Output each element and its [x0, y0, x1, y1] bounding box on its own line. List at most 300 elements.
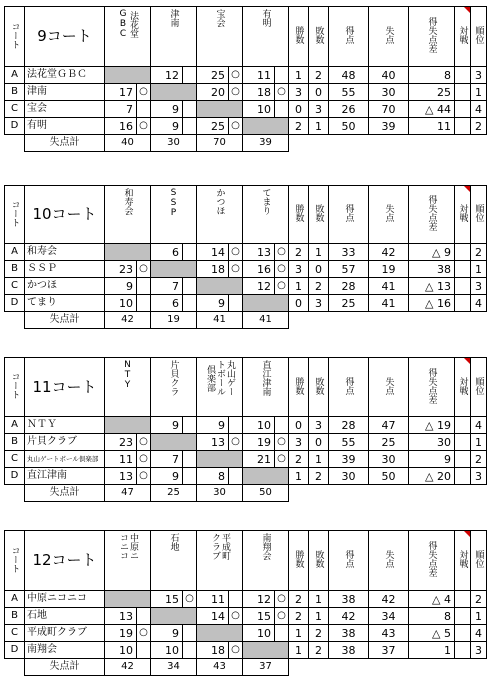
diff-value: △ 5 [409, 625, 455, 642]
scored-value: 48 [329, 67, 369, 84]
match-score: 11 [197, 591, 229, 608]
match-score: 25 [197, 67, 229, 84]
match-score: 12 [243, 278, 275, 295]
court-header: コート [5, 186, 25, 244]
scored-value: 38 [329, 642, 369, 659]
match-score: 9 [151, 417, 183, 434]
team-row [5, 67, 487, 84]
rank-value: 2 [471, 244, 487, 261]
team-name: 石地 [25, 608, 105, 625]
diff-value: △ 20 [409, 468, 455, 485]
win-mark [183, 417, 197, 434]
totals-blank [289, 312, 487, 329]
totals-spacer [5, 485, 25, 502]
total-conceded: 39 [243, 135, 289, 152]
team-letter: B [5, 261, 25, 278]
scored-header: 得点 [329, 531, 369, 591]
rank-header: 順位 [471, 186, 487, 244]
opponent-header: かつほ [197, 186, 243, 244]
win-mark [183, 451, 197, 468]
win-mark [183, 244, 197, 261]
win-mark [275, 101, 289, 118]
team-letter: B [5, 434, 25, 451]
team-name: 片貝クラブ [25, 434, 105, 451]
diff-header: 得失点差 [409, 7, 455, 67]
wins-value: 1 [289, 278, 309, 295]
scored-value: 38 [329, 625, 369, 642]
wins-value: 0 [289, 417, 309, 434]
team-letter: A [5, 244, 25, 261]
diff-value: △ 13 [409, 278, 455, 295]
match-score: 10 [243, 101, 275, 118]
team-row [5, 278, 487, 295]
match-score: 9 [197, 417, 229, 434]
opponent-header: 石地 [151, 531, 197, 591]
total-conceded: 41 [243, 312, 289, 329]
total-conceded: 42 [105, 312, 151, 329]
diff-value: △ 19 [409, 417, 455, 434]
win-mark [183, 101, 197, 118]
self-match-cell [197, 451, 243, 468]
self-match-cell [197, 101, 243, 118]
team-row [5, 417, 487, 434]
team-row [5, 434, 487, 451]
win-mark: ○ [183, 591, 197, 608]
losses-header: 敗数 [309, 358, 329, 417]
totals-label: 失点計 [25, 485, 105, 502]
standings-table [4, 530, 487, 676]
win-mark: ○ [275, 434, 289, 451]
totals-spacer [5, 659, 25, 676]
diff-value: △ 44 [409, 101, 455, 118]
losses-value: 2 [309, 642, 329, 659]
conceded-value: 19 [369, 261, 409, 278]
conceded-header: 失点 [369, 186, 409, 244]
match-score: 20 [197, 84, 229, 101]
win-mark: ○ [229, 244, 243, 261]
totals-blank [289, 659, 487, 676]
win-mark: ○ [137, 261, 151, 278]
team-name: 有明 [25, 118, 105, 135]
match-score: 7 [151, 451, 183, 468]
self-match-cell [197, 625, 243, 642]
win-mark: ○ [275, 244, 289, 261]
scored-value: 33 [329, 244, 369, 261]
win-mark: ○ [137, 625, 151, 642]
opponent-header: てまり [243, 186, 289, 244]
team-row [5, 625, 487, 642]
total-conceded: 43 [197, 659, 243, 676]
match-score: 10 [151, 642, 183, 659]
win-mark: ○ [229, 434, 243, 451]
match-value [455, 608, 471, 625]
diff-value: △ 16 [409, 295, 455, 312]
rank-value: 2 [471, 591, 487, 608]
scored-value: 38 [329, 591, 369, 608]
scored-value: 25 [329, 295, 369, 312]
total-conceded: 70 [197, 135, 243, 152]
match-value [455, 451, 471, 468]
conceded-value: 41 [369, 278, 409, 295]
losses-header: 敗数 [309, 186, 329, 244]
rank-value: 1 [471, 84, 487, 101]
match-score: 12 [151, 67, 183, 84]
losses-header: 敗数 [309, 7, 329, 67]
win-mark: ○ [275, 261, 289, 278]
self-match-cell [197, 278, 243, 295]
diff-value: △ 9 [409, 244, 455, 261]
rank-header: 順位 [471, 358, 487, 417]
scored-value: 26 [329, 101, 369, 118]
losses-value: 3 [309, 295, 329, 312]
match-score: 14 [197, 244, 229, 261]
losses-value: 2 [309, 468, 329, 485]
conceded-header: 失点 [369, 7, 409, 67]
group-table-2 [4, 185, 484, 329]
total-conceded: 19 [151, 312, 197, 329]
scored-value: 55 [329, 434, 369, 451]
wins-value: 1 [289, 67, 309, 84]
wins-value: 1 [289, 625, 309, 642]
team-row [5, 101, 487, 118]
match-header: 対戦 [455, 7, 471, 67]
team-letter: D [5, 642, 25, 659]
losses-header: 敗数 [309, 531, 329, 591]
team-row [5, 295, 487, 312]
match-value [455, 642, 471, 659]
diff-header: 得失点差 [409, 186, 455, 244]
self-match-cell [105, 67, 151, 84]
rank-header: 順位 [471, 531, 487, 591]
wins-header: 勝数 [289, 531, 309, 591]
self-match-cell [243, 118, 289, 135]
win-mark: ○ [275, 84, 289, 101]
opponent-header: 南翔会 [243, 531, 289, 591]
win-mark: ○ [137, 434, 151, 451]
wins-value: 2 [289, 451, 309, 468]
scored-header: 得点 [329, 358, 369, 417]
conceded-value: 50 [369, 468, 409, 485]
team-name: 南翔会 [25, 642, 105, 659]
losses-value: 1 [309, 591, 329, 608]
match-value [455, 118, 471, 135]
wins-value: 3 [289, 84, 309, 101]
losses-value: 0 [309, 84, 329, 101]
diff-value: △ 4 [409, 591, 455, 608]
team-name: ＮＴＹ [25, 417, 105, 434]
scored-value: 28 [329, 417, 369, 434]
rank-value: 3 [471, 67, 487, 84]
wins-header: 勝数 [289, 186, 309, 244]
match-score: 18 [197, 261, 229, 278]
match-score: 15 [151, 591, 183, 608]
losses-value: 2 [309, 625, 329, 642]
win-mark [183, 278, 197, 295]
losses-value: 3 [309, 417, 329, 434]
diff-value: 1 [409, 642, 455, 659]
conceded-value: 47 [369, 417, 409, 434]
scored-value: 55 [329, 84, 369, 101]
losses-value: 3 [309, 101, 329, 118]
rank-value: 1 [471, 261, 487, 278]
match-score: 6 [151, 295, 183, 312]
self-match-cell [151, 608, 197, 625]
match-score: 9 [151, 625, 183, 642]
conceded-value: 42 [369, 591, 409, 608]
rank-header: 順位 [471, 7, 487, 67]
opponent-header: SSP [151, 186, 197, 244]
match-value [455, 67, 471, 84]
win-mark: ○ [229, 84, 243, 101]
wins-value: 1 [289, 642, 309, 659]
conceded-value: 70 [369, 101, 409, 118]
match-score: 10 [105, 642, 137, 659]
rank-value: 1 [471, 434, 487, 451]
conceded-value: 39 [369, 118, 409, 135]
match-score: 13 [197, 434, 229, 451]
match-value [455, 434, 471, 451]
diff-value: 25 [409, 84, 455, 101]
match-score: 6 [151, 244, 183, 261]
conceded-value: 34 [369, 608, 409, 625]
court-title: 11コート [25, 358, 105, 417]
win-mark: ○ [137, 451, 151, 468]
self-match-cell [105, 417, 151, 434]
diff-value: 11 [409, 118, 455, 135]
totals-blank [289, 135, 487, 152]
win-mark: ○ [137, 118, 151, 135]
opponent-header: 和寿会 [105, 186, 151, 244]
team-name: 丸山ゲートボール倶楽部 [25, 451, 105, 468]
rank-value: 4 [471, 625, 487, 642]
team-row [5, 118, 487, 135]
match-score: 14 [197, 608, 229, 625]
win-mark [183, 295, 197, 312]
win-mark: ○ [275, 278, 289, 295]
totals-spacer [5, 135, 25, 152]
match-score: 9 [151, 468, 183, 485]
team-name: 平成町クラブ [25, 625, 105, 642]
match-value [455, 84, 471, 101]
rank-value: 1 [471, 608, 487, 625]
court-title: 9コート [25, 7, 105, 67]
win-mark [137, 278, 151, 295]
win-mark: ○ [137, 468, 151, 485]
match-score: 11 [243, 67, 275, 84]
match-score: 13 [105, 468, 137, 485]
conceded-value: 40 [369, 67, 409, 84]
self-match-cell [151, 84, 197, 101]
match-score: 13 [105, 608, 137, 625]
match-header: 対戦 [455, 358, 471, 417]
opponent-header: 津南 [151, 7, 197, 67]
team-letter: D [5, 295, 25, 312]
win-mark: ○ [229, 261, 243, 278]
totals-blank [289, 485, 487, 502]
conceded-value: 42 [369, 244, 409, 261]
win-mark [137, 295, 151, 312]
rank-value: 3 [471, 278, 487, 295]
losses-value: 1 [309, 118, 329, 135]
match-score: 13 [243, 244, 275, 261]
team-name: てまり [25, 295, 105, 312]
diff-value: 9 [409, 451, 455, 468]
self-match-cell [243, 642, 289, 659]
scored-value: 30 [329, 468, 369, 485]
wins-value: 3 [289, 261, 309, 278]
match-score: 18 [197, 642, 229, 659]
diff-header: 得失点差 [409, 531, 455, 591]
win-mark [137, 642, 151, 659]
match-score: 10 [243, 417, 275, 434]
team-row [5, 261, 487, 278]
team-name: 中原ニコニコ [25, 591, 105, 608]
win-mark [183, 67, 197, 84]
team-row [5, 642, 487, 659]
scored-value: 50 [329, 118, 369, 135]
court-header: コート [5, 531, 25, 591]
group-table-1 [4, 6, 484, 152]
team-letter: C [5, 101, 25, 118]
team-name: かつほ [25, 278, 105, 295]
win-mark: ○ [229, 642, 243, 659]
match-score: 9 [151, 101, 183, 118]
team-row [5, 244, 487, 261]
win-mark [275, 625, 289, 642]
match-score: 9 [151, 118, 183, 135]
scored-value: 28 [329, 278, 369, 295]
team-name: 宝会 [25, 101, 105, 118]
match-score: 17 [105, 84, 137, 101]
match-score: 23 [105, 261, 137, 278]
diff-value: 8 [409, 67, 455, 84]
losses-value: 0 [309, 261, 329, 278]
match-score: 7 [105, 101, 137, 118]
team-row [5, 608, 487, 625]
win-mark [229, 468, 243, 485]
team-row [5, 84, 487, 101]
total-conceded: 50 [243, 485, 289, 502]
opponent-header: 有明 [243, 7, 289, 67]
court-title: 10コート [25, 186, 105, 244]
team-letter: B [5, 608, 25, 625]
match-score: 19 [105, 625, 137, 642]
match-header: 対戦 [455, 531, 471, 591]
scored-value: 57 [329, 261, 369, 278]
win-mark [275, 67, 289, 84]
match-value [455, 468, 471, 485]
opponent-header: 丸山ゲー トボール 倶楽部 [197, 358, 243, 417]
rank-value: 4 [471, 295, 487, 312]
losses-value: 2 [309, 67, 329, 84]
conceded-value: 30 [369, 84, 409, 101]
rank-value: 2 [471, 451, 487, 468]
losses-value: 1 [309, 451, 329, 468]
win-mark [137, 101, 151, 118]
conceded-value: 30 [369, 451, 409, 468]
win-mark: ○ [275, 608, 289, 625]
conceded-value: 25 [369, 434, 409, 451]
match-value [455, 417, 471, 434]
scored-value: 39 [329, 451, 369, 468]
win-mark [183, 625, 197, 642]
total-conceded: 30 [197, 485, 243, 502]
opponent-header: 中原ニ コニコ [105, 531, 151, 591]
team-letter: D [5, 118, 25, 135]
conceded-value: 43 [369, 625, 409, 642]
rank-value: 4 [471, 101, 487, 118]
total-conceded: 34 [151, 659, 197, 676]
win-mark: ○ [137, 84, 151, 101]
match-score: 7 [151, 278, 183, 295]
win-mark: ○ [275, 591, 289, 608]
group-table-4 [4, 530, 484, 676]
diff-value: 30 [409, 434, 455, 451]
group-table-3 [4, 357, 484, 502]
conceded-header: 失点 [369, 531, 409, 591]
team-name: 直江津南 [25, 468, 105, 485]
team-name: ＳＳＰ [25, 261, 105, 278]
team-letter: A [5, 591, 25, 608]
match-value [455, 295, 471, 312]
totals-label: 失点計 [25, 659, 105, 676]
opponent-header: 片貝クラ [151, 358, 197, 417]
self-match-cell [151, 434, 197, 451]
win-mark: ○ [229, 118, 243, 135]
losses-value: 1 [309, 244, 329, 261]
team-letter: A [5, 67, 25, 84]
court-title: 12コート [25, 531, 105, 591]
scored-header: 得点 [329, 186, 369, 244]
conceded-value: 37 [369, 642, 409, 659]
team-name: 和寿会 [25, 244, 105, 261]
wins-value: 0 [289, 101, 309, 118]
match-score: 23 [105, 434, 137, 451]
losses-value: 1 [309, 608, 329, 625]
match-score: 9 [105, 278, 137, 295]
match-score: 10 [105, 295, 137, 312]
rank-value: 2 [471, 118, 487, 135]
diff-header: 得失点差 [409, 358, 455, 417]
scored-header: 得点 [329, 7, 369, 67]
match-score: 21 [243, 451, 275, 468]
rank-value: 4 [471, 417, 487, 434]
match-score: 11 [105, 451, 137, 468]
win-mark [229, 295, 243, 312]
scored-value: 42 [329, 608, 369, 625]
win-mark: ○ [275, 451, 289, 468]
total-conceded: 41 [197, 312, 243, 329]
total-conceded: 42 [105, 659, 151, 676]
opponent-header: NTY [105, 358, 151, 417]
match-value [455, 591, 471, 608]
self-match-cell [151, 261, 197, 278]
team-letter: C [5, 278, 25, 295]
match-score: 15 [243, 608, 275, 625]
match-value [455, 261, 471, 278]
team-letter: A [5, 417, 25, 434]
team-letter: B [5, 84, 25, 101]
self-match-cell [105, 244, 151, 261]
opponent-header: 宝会 [197, 7, 243, 67]
win-mark [183, 118, 197, 135]
match-score: 12 [243, 591, 275, 608]
losses-value: 0 [309, 434, 329, 451]
wins-header: 勝数 [289, 7, 309, 67]
opponent-header: 法花堂 GBC [105, 7, 151, 67]
opponent-header: 平成町 クラブ [197, 531, 243, 591]
wins-value: 2 [289, 118, 309, 135]
